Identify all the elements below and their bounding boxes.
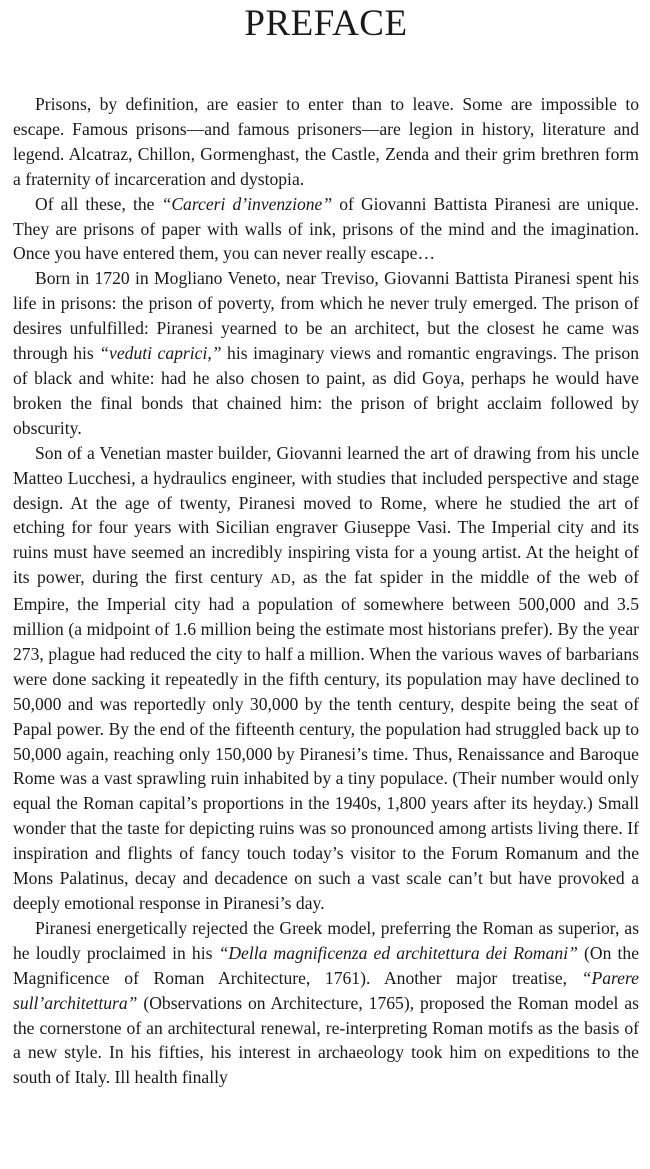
work-title-veduti: “veduti caprici,” [99,343,222,364]
paragraph-5 [13,916,639,1090]
paragraph-4-text-end: , as the fat spider in the middle of the web of Empire, the Imperial city had a population of somewhere between 500,000 and 3.5 million (a midpoint of 1.6 million being the estimate most historians prefer). By the year 273, plague had reduced the city to half a million. When the various waves of barbarians were done sacking it repeatedly in the fifth century, its population may have declined to 50,000 and was reportedly only 30,000 by the tenth century, despite being the seat of Papal power. By the end of the fifteenth century, the population had struggled back up to 50,000 again, reaching only 150,000 by Piranesi’s time. Thus, Renaissance and Baroque Rome was a vast sprawling ruin inhabited by a tiny populace. (Their number would only equal the Roman capital’s proportions in the 1940s, 1,800 years after its heyday.) Small wonder that the taste for depicting ruins was so pronounced among artists living there. If inspiration and flights of fancy touch today’s visitor to the Forum Romanum and the Mons Palatinus, decay and decadence on such a vast scale can’t but have provoked a deeply emotional response in Piranesi’s day. [13,567,639,913]
page-title: PREFACE [244,3,408,44]
paragraph-4 [13,441,639,916]
paragraph-3 [13,266,639,440]
paragraph-1-text: Prisons, by definition, are easier to enter than to leave. Some are impossible to escape. Famous prisons—and famous prisoners—are legion in history, literature and legend. Alcatraz, Chillon, Gormenghast, the Castle, Zenda and their grim brethren form a fraternity of incarceration and dystopia. [13,94,639,189]
work-title-parere: “Parere sull’architettura” [13,967,639,1013]
paragraph-5-text-start: Piranesi energetically rejected the Greek model, preferring the Roman as superior, as he loudly proclaimed in his [13,917,639,963]
work-title-magnificenza: “Della magnificenza ed architettura dei Romani” [218,942,578,963]
paragraph-4-text-start: Son of a Venetian master builder, Giovanni learned the art of drawing from his uncle Matteo Lucchesi, a hydraulics engineer, with studies that included perspective and stage design. At the age of twenty, Piranesi moved to Rome, where he studied the art of etching for four years with Sicilian engraver Giuseppe Vasi. The Imperial city and its ruins must have seemed an incredibly inspiring vista for a young artist. At the height of its power, during the first century [13,442,639,588]
paragraph-1 [13,92,639,192]
paragraph-2-text-start: Of all these, the [35,193,162,214]
paragraph-5-text-middle: (On the Magnificence of Roman Architecture, 1761). Another major treatise, [13,942,640,988]
paragraph-2 [13,192,639,267]
era-abbreviation: AD [270,571,292,587]
paragraph-3-text-end: his imaginary views and romantic engravings. The prison of black and white: had he also chosen to paint, as did Goya, perhaps he would have broken the final bonds that chained him: the prison of bright acclaim followed by obscurity. [13,343,639,438]
paragraph-3-text-start: Born in 1720 in Mogliano Veneto, near Treviso, Giovanni Battista Piranesi spent his life in prisons: the prison of poverty, from which he never truly emerged. The prison of desires unfulfilled: Piranesi yearned to be an architect, but the closest he came was through his [13,268,639,364]
work-title-carceri: “Carceri d’invenzione” [161,193,333,214]
preface-body [13,92,639,1090]
paragraph-5-text-end: (Observations on Architecture, 1765), proposed the Roman model as the cornerstone of an architectural renewal, re-interpreting Roman motifs as the basis of a new style. In his fifties, his interest in archaeology took him on expeditions to the south of Italy. Ill health finally [13,992,639,1088]
paragraph-2-text-end: of Giovanni Battista Piranesi are unique. They are prisons of paper with walls of ink, prisons of the mind and the imagination. Once you have entered them, you can never really escape… [13,193,639,264]
